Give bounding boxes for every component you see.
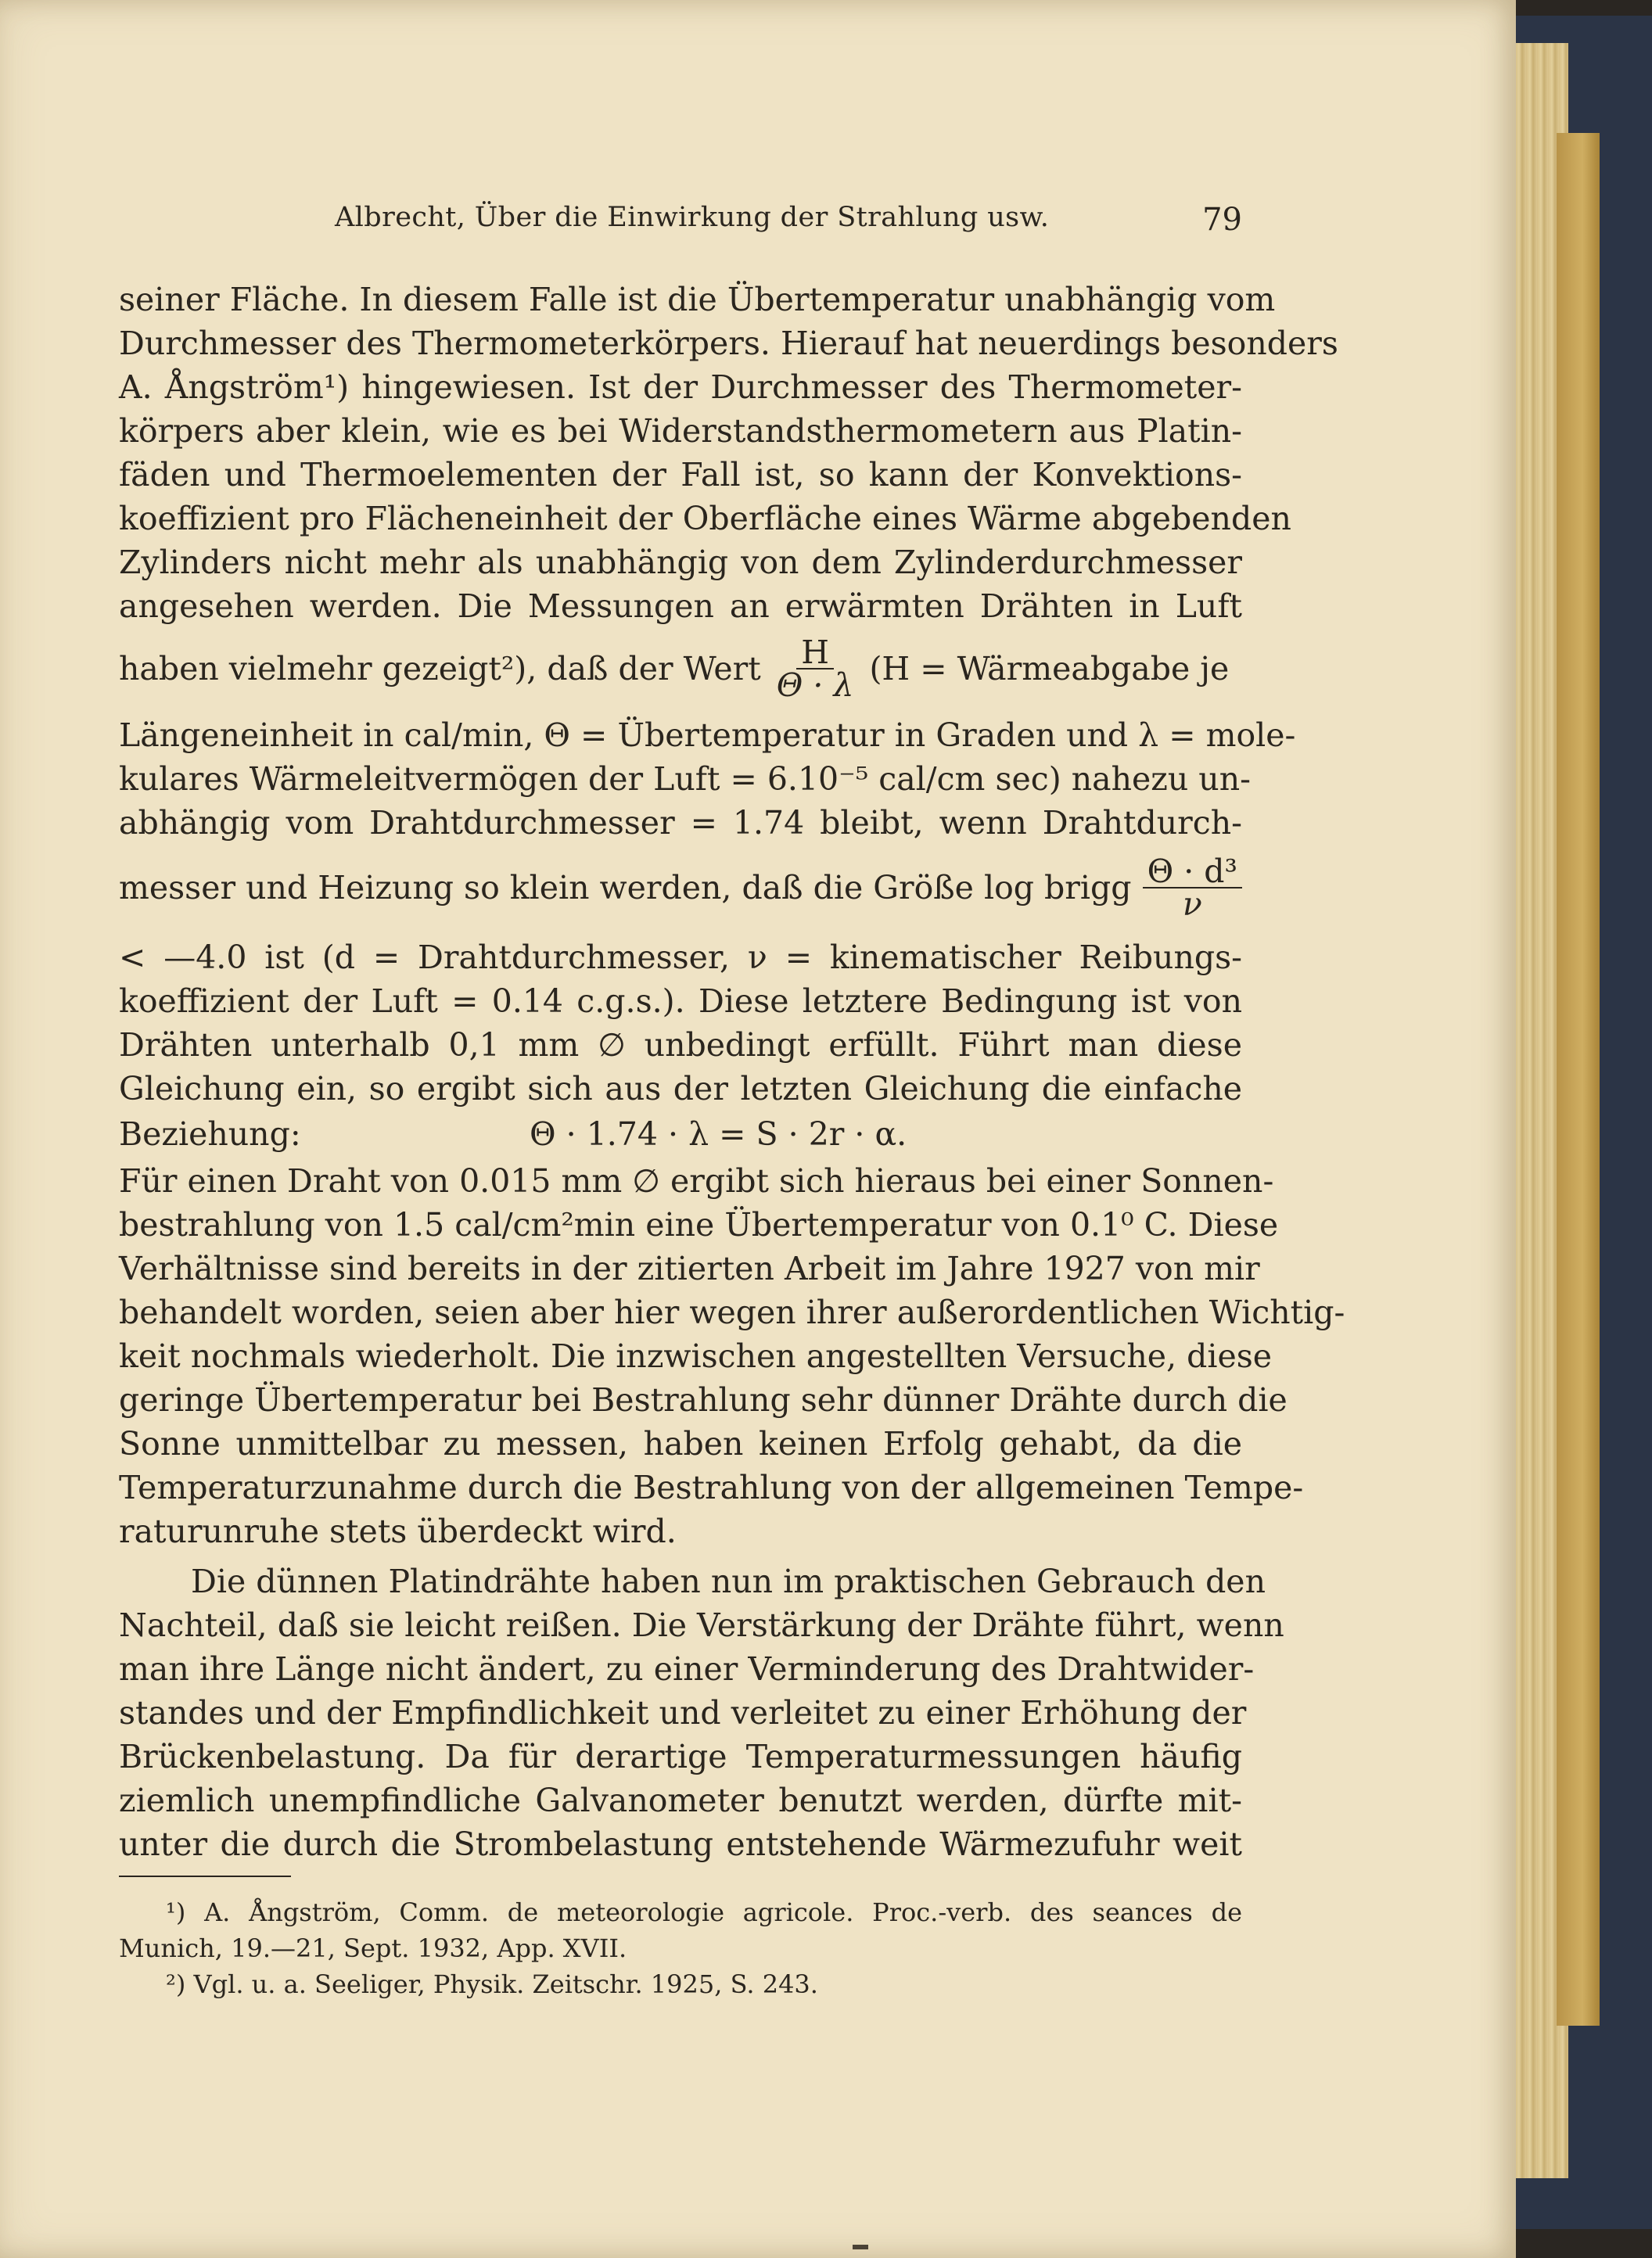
fraction-h-over-theta-lambda	[772, 634, 859, 704]
text-line: koeffizient der Luft = 0.14 c.g.s.). Diese letztere Bedingung ist von	[119, 982, 1242, 1020]
formula-line-2	[119, 853, 1242, 923]
text-line: kulares Wärmeleitvermögen der Luft = 6.10⁻⁵ cal/cm sec) nahezu un-	[119, 760, 1251, 798]
fraction-denominator: ν	[1182, 885, 1202, 923]
scan-mark	[853, 2245, 868, 2249]
text-line: < —4.0 ist (d = Drahtdurchmesser, ν = kinematischer Reibungs-	[119, 939, 1242, 976]
text-line: Durchmesser des Thermometerkörpers. Hierauf hat neuerdings besonders	[119, 325, 1338, 362]
equation-formula: Θ · 1.74 · λ = S · 2r · α.	[530, 1115, 907, 1153]
text-line: Verhältnisse sind bereits in der zitierten Arbeit im Jahre 1927 von mir	[119, 1250, 1260, 1287]
text-line: Temperaturzunahme durch die Bestrahlung von der allgemeinen Tempe-	[119, 1469, 1304, 1506]
text-line: ziemlich unempfindliche Galvanometer benutzt werden, dürfte mit-	[119, 1782, 1242, 1819]
text-line: Zylinders nicht mehr als unabhängig von dem Zylinderdurchmesser	[119, 544, 1242, 581]
text-line: körpers aber klein, wie es bei Widerstandsthermometern aus Platin-	[119, 412, 1242, 450]
equation-line	[119, 1112, 1242, 1156]
text-line: Längeneinheit in cal/min, Θ = Übertemperatur in Graden und λ = mole-	[119, 716, 1296, 754]
footnote-2: ²) Vgl. u. a. Seeliger, Physik. Zeitschr. 1925, S. 243.	[166, 1969, 818, 1999]
text-line: Drähten unterhalb 0,1 mm ∅ unbedingt erfüllt. Führt man diese	[119, 1026, 1242, 1064]
text-line: angesehen werden. Die Messungen an erwärmten Drähten in Luft	[119, 587, 1242, 625]
text-line: fäden und Thermoelementen der Fall ist, so kann der Konvektions-	[119, 456, 1242, 494]
text-line: abhängig vom Drahtdurchmesser = 1.74 bleibt, wenn Drahtdurch-	[119, 804, 1242, 842]
fraction-theta-d3-over-nu	[1143, 853, 1242, 923]
text-line: Für einen Draht von 0.015 mm ∅ ergibt sich hieraus bei einer Sonnen-	[119, 1162, 1274, 1200]
running-head: Albrecht, Über die Einwirkung der Strahlung usw.	[335, 202, 1050, 233]
fraction-numerator: H	[796, 637, 834, 670]
fraction-numerator: Θ · d³	[1143, 856, 1242, 888]
text-line: Gleichung ein, so ergibt sich aus der letzten Gleichung die einfache	[119, 1070, 1242, 1107]
text-line: standes und der Empfindlichkeit und verleitet zu einer Erhöhung der	[119, 1694, 1247, 1732]
formula-line-1	[119, 634, 1242, 704]
footnote-1-continued: Munich, 19.—21, Sept. 1932, App. XVII.	[119, 1933, 627, 1963]
fraction-denominator: Θ · λ	[776, 666, 854, 704]
page-number: 79	[1202, 202, 1242, 238]
text-line: seiner Fläche. In diesem Falle ist die Übertemperatur unabhängig vom	[119, 281, 1276, 318]
footnote-1: ¹) A. Ångström, Comm. de meteorologie agricole. Proc.-verb. des seances de	[166, 1897, 1242, 1927]
text-line: unter die durch die Strombelastung entstehende Wärmezufuhr weit	[119, 1825, 1242, 1863]
text-line: Die dünnen Platindrähte haben nun im praktischen Gebrauch den	[191, 1563, 1266, 1600]
formula-text-before: haben vielmehr gezeigt²), daß der Wert	[119, 650, 761, 687]
text-line: behandelt worden, seien aber hier wegen ihrer außerordentlichen Wichtig-	[119, 1294, 1345, 1331]
formula-text-after: (H = Wärmeabgabe je	[869, 650, 1230, 687]
text-line: geringe Übertemperatur bei Bestrahlung sehr dünner Drähte durch die	[119, 1381, 1287, 1419]
text-line: raturunruhe stets überdeckt wird.	[119, 1513, 677, 1550]
binding-edge	[1557, 133, 1600, 2026]
formula-text-before: messer und Heizung so klein werden, daß die Größe log brigg	[119, 869, 1132, 906]
text-line: A. Ångström¹) hingewiesen. Ist der Durchmesser des Thermometer-	[119, 368, 1242, 406]
text-line: Nachteil, daß sie leicht reißen. Die Verstärkung der Drähte führt, wenn	[119, 1606, 1284, 1644]
text-line: bestrahlung von 1.5 cal/cm²min eine Übertemperatur von 0.1⁰ C. Diese	[119, 1206, 1279, 1244]
text-line: Sonne unmittelbar zu messen, haben keinen Erfolg gehabt, da die	[119, 1425, 1242, 1463]
footnote-rule	[119, 1876, 291, 1877]
text-line: keit nochmals wiederholt. Die inzwischen angestellten Versuche, diese	[119, 1337, 1273, 1375]
equation-label: Beziehung:	[119, 1115, 301, 1153]
running-header	[119, 202, 1242, 241]
text-line: koeffizient pro Flächeneinheit der Oberfläche eines Wärme abgebenden	[119, 500, 1291, 537]
text-line: Brückenbelastung. Da für derartige Temperaturmessungen häufig	[119, 1738, 1242, 1775]
text-line: man ihre Länge nicht ändert, zu einer Verminderung des Drahtwider-	[119, 1650, 1255, 1688]
